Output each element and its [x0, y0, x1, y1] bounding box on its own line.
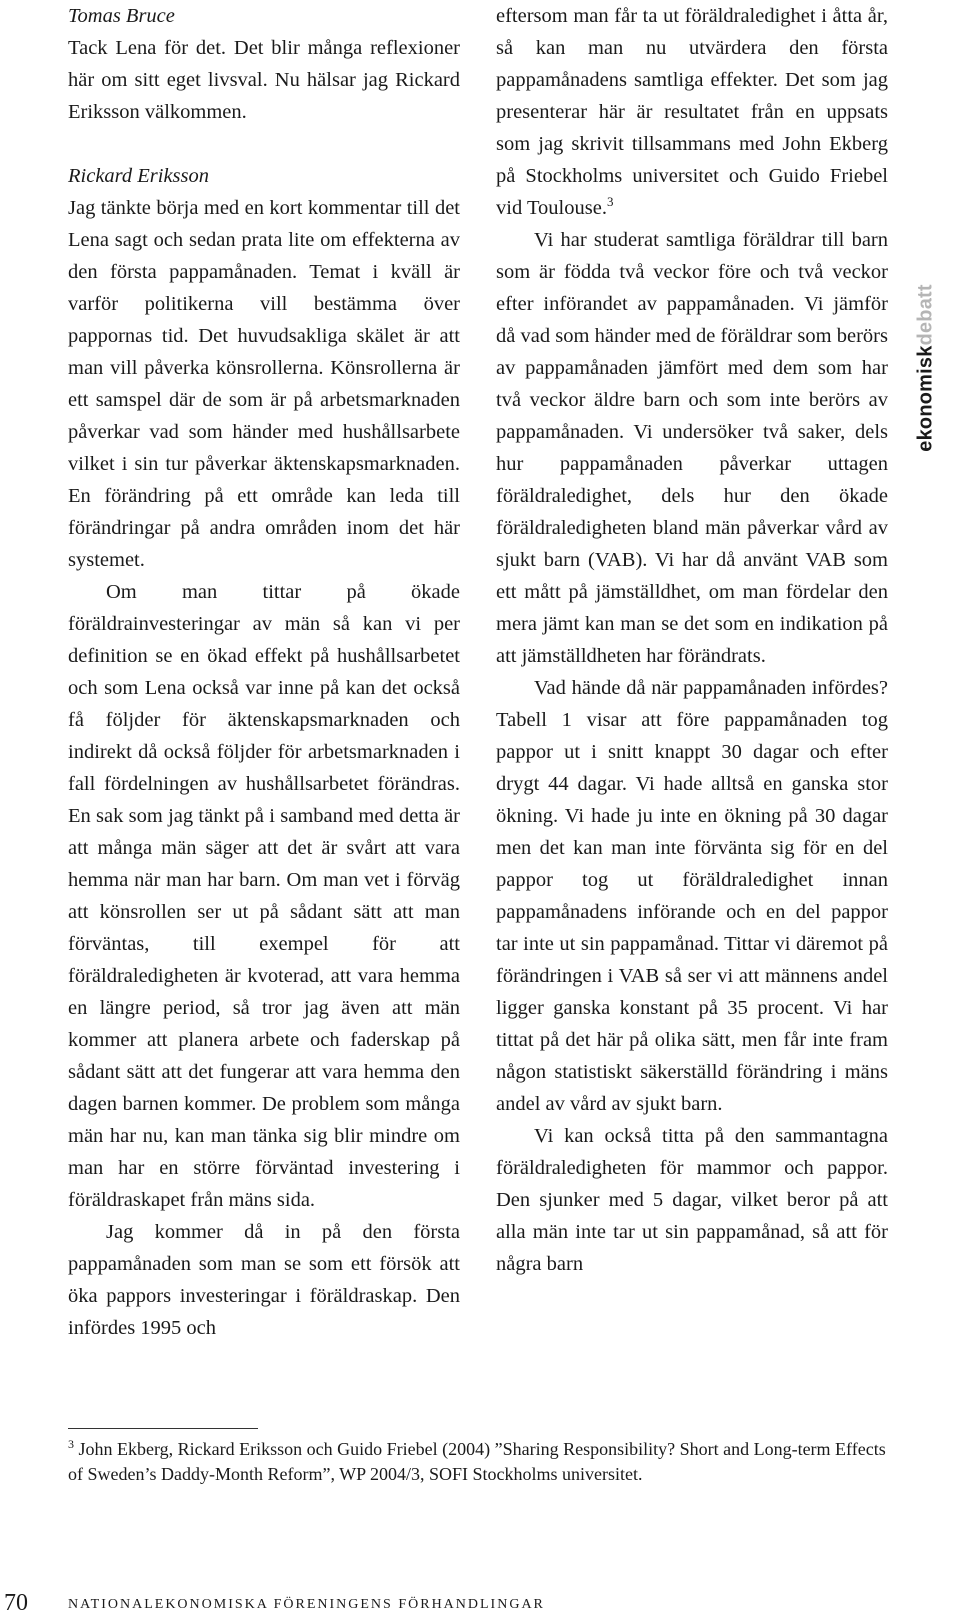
paragraph: Vi kan också titta på den sammantagna föräldraledigheten för mammor och pappor. Den sjunker med 5 dagar, vilket beror på att alla män inte tar ut sin pappamånad, så att för några barn — [496, 1125, 888, 1275]
speaker-name: Tomas Bruce — [68, 5, 175, 27]
footnote — [68, 1437, 898, 1487]
paragraph: Vad hände då när pappamånaden infördes? Tabell 1 visar att före pappamånaden tog pappor ut i snitt knappt 30 dagar och efter drygt 44 dagar. Vi hade alltså en ganska stor ökning. Vi hade ju inte en ökning på 30 dagar men det kan man inte förvänta sig för en del pappor tog ut föräldraledighet innan pappamånadens införande och en del pappor tar inte ut sin pappamånad. Tittar vi däremot på förändringen i VAB så ser vi att männens andel ligger ganska konstant på 35 procent. Vi har tittat på det här på olika sätt, men får inte fram någon statistiskt säkerställd förändring i mäns andel av vård av sjukt barn. — [496, 677, 888, 1115]
speaker-name: Rickard Eriksson — [68, 165, 210, 187]
paragraph: Tack Lena för det. Det blir många reflexioner här om sitt eget livsval. Nu hälsar jag Rickard Eriksson välkommen. — [68, 37, 460, 123]
section-label — [915, 284, 938, 452]
paragraph — [496, 0, 888, 224]
paragraph: Jag kommer då in på den första pappamånaden som man se som ett försök att öka pappors investeringar i föräldraskap. Den infördes 1995 och — [68, 1221, 460, 1339]
section-label-part2: debatt — [914, 284, 937, 346]
journal-title: NATIONALEKONOMISKA FÖRENINGENS FÖRHANDLINGAR — [68, 1597, 545, 1612]
right-column — [496, 0, 888, 1280]
section-sidebar-label — [896, 258, 956, 478]
footnote-text: John Ekberg, Rickard Eriksson och Guido Friebel (2004) ”Sharing Responsibility? Short and Long-term Effects of Sweden’s Daddy-Month Reform”, WP 2004/3, SOFI Stockholms universitet. — [68, 1439, 886, 1484]
paragraph: Om man tittar på ökade föräldrainvesteringar av män så kan vi per definition se en ökad effekt på hushållsarbetet och som Lena också var inne på kan det också få följder för äktenskapsmarknaden och indirekt då också följder för arbetsmarknaden i fall fördelningen av hushållsarbetet förändras. En sak som jag tänkt på i samband med detta är att många män säger att det är svårt att vara hemma när man har barn. Om man vet i förväg att könsrollen ser ut på sådant sätt att man förväntas, till exempel för att föräldraledigheten är kvoterad, att vara hemma en längre period, så tror jag även att män kommer att planera arbete och faderskap på sådant sätt att det fungerar att vara hemma den dagen barnen kommer. De problem som många män har nu, kan man tänka sig blir mindre om man har en större förväntad investering i föräldraskapet från mäns sida. — [68, 581, 460, 1211]
section-label-part1: ekonomisk — [914, 345, 937, 452]
footnote-marker[interactable]: 3 — [606, 194, 614, 210]
footnote-number: 3 — [68, 1437, 74, 1451]
paragraph: Vi har studerat samtliga föräldrar till barn som är födda två veckor före och två veckor efter införandet av pappamånaden. Vi jämför då vad som händer med de föräldrar som berörs av pappamånaden jämfört med dem som har två veckor äldre barn och som inte berörs av pappamånaden. Vi undersöker två saker, dels hur pappamånaden påverkar uttagen föräldraledighet, dels hur den ökade föräldraledigheten bland män påverkar vård av sjukt barn (VAB). Vi har då använt VAB som ett mått på jämställdhet, om man fördelar den mera jämt kan man se det som en indikation på att jämställdheten har förändrats. — [496, 229, 888, 667]
page-number: 70 — [4, 1590, 28, 1616]
footnote-divider — [68, 1428, 258, 1429]
paragraph: Jag tänkte börja med en kort kommentar till det Lena sagt och sedan prata lite om effekterna av den första pappamånaden. Temat i kväll är varför politikerna vill bestämma över pappornas tid. Det huvudsakliga skälet är att man vill påverka könsrollerna. Könsrollerna är ett samspel där de som är på arbetsmarknaden påverkar vad som händer med hushållsarbete vilket i sin tur påverkar äktenskapsmarknaden. En förändring på ett område kan leda till förändringar på andra områden inom det här systemet. — [68, 197, 460, 571]
left-column — [68, 0, 460, 1344]
paragraph-text: eftersom man får ta ut föräldraledighet i åtta år, så kan man nu utvärdera den första pappamånadens samtliga effekter. Det som jag presenterar här är resultatet från en uppsats som jag skrivit tillsammans med John Ekberg på Stockholms universitet och Guido Friebel vid Toulouse. — [496, 5, 888, 219]
